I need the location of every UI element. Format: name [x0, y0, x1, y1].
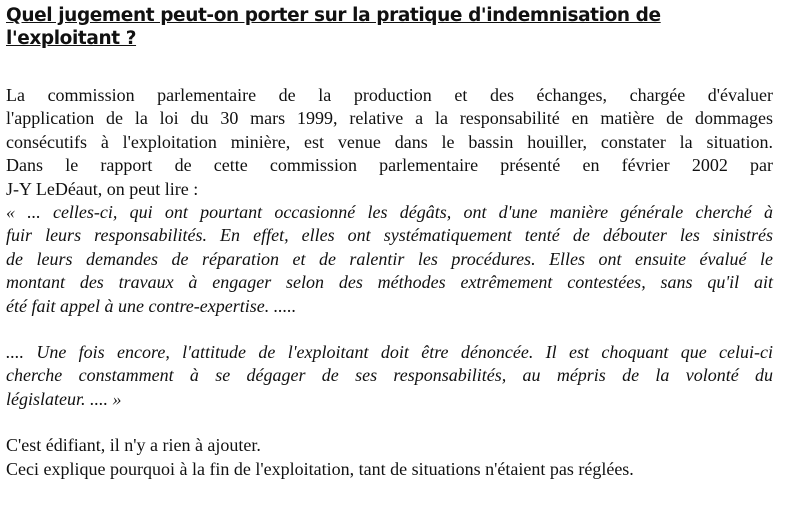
conclusion-paragraph: [6, 434, 773, 481]
intro-line: l'application de la loi du 30 mars 1999, relative a la responsabilité en matière de dommages: [6, 108, 773, 129]
quote-line: de leurs demandes de réparation et de ralentir les procédures. Elles ont ensuite évalué le: [6, 248, 773, 269]
intro-line: Dans le rapport de cette commission parlementaire présenté en février 2002 par: [6, 155, 773, 176]
document-title: [6, 4, 706, 50]
quote-line: cherche constamment à se dégager de ses responsabilités, au mépris de la volonté du: [6, 365, 773, 386]
quote-line: législateur. .... »: [6, 388, 122, 409]
conclusion-line: C'est édifiant, il n'y a rien à ajouter.: [6, 435, 261, 456]
intro-paragraph: [6, 84, 773, 201]
quote-line: été fait appel à une contre-expertise. .....: [6, 295, 297, 316]
quote-paragraph-1: [6, 201, 773, 318]
intro-line: La commission parlementaire de la production et des échanges, chargée d'évaluer: [6, 85, 773, 105]
quote-line: « ... celles-ci, qui ont pourtant occasionné les dégâts, ont d'une manière générale cherché à: [6, 202, 773, 223]
quote-line: .... Une fois encore, l'attitude de l'exploitant doit être dénoncée. Il est choquant que celui-ci: [6, 342, 773, 363]
intro-line: consécutifs à l'exploitation minière, est venue dans le bassin houiller, constater la situation.: [6, 131, 773, 152]
quote-line: montant des travaux à engager selon des méthodes extrêmement contestées, sans qu'il ait: [6, 272, 773, 293]
quote-paragraph-2: [6, 341, 773, 411]
intro-line: J-Y LeDéaut, on peut lire :: [6, 178, 199, 199]
quote-line: fuir leurs responsabilités. En effet, elles ont systématiquement tenté de débouter les sinistrés: [6, 225, 773, 246]
conclusion-line: Ceci explique pourquoi à la fin de l'exploitation, tant de situations n'étaient pas réglées.: [6, 458, 634, 479]
title-line-2: l'exploitant ?: [6, 28, 137, 49]
title-line-1: Quel jugement peut-on porter sur la pratique d'indemnisation de: [6, 5, 661, 26]
paragraph-gap: [6, 318, 773, 341]
paragraph-gap: [6, 411, 773, 434]
